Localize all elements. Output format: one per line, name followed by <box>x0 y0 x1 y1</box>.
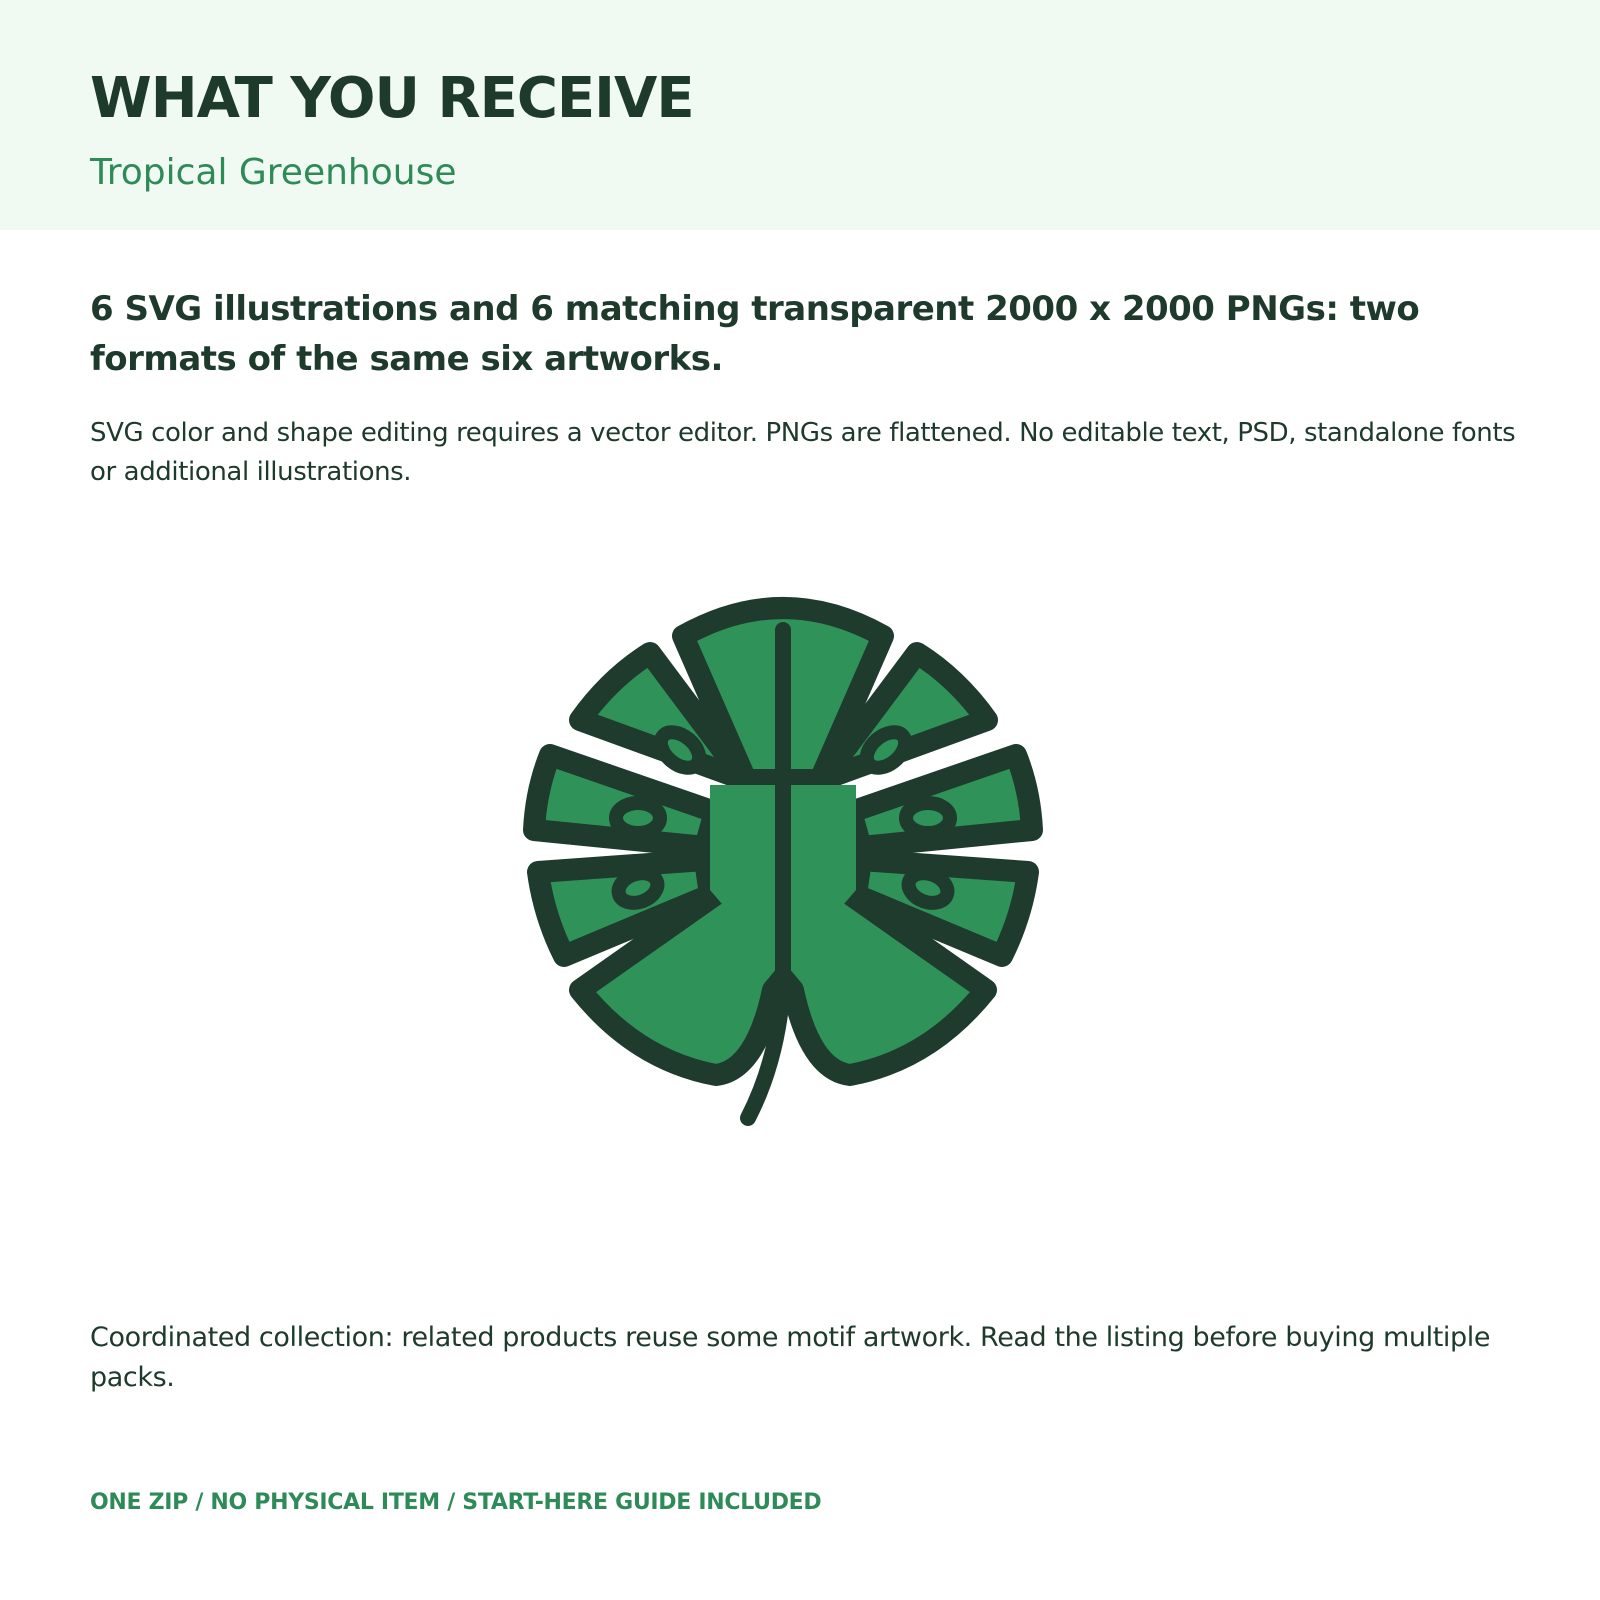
collection-subtitle: Tropical Greenhouse <box>90 152 457 193</box>
header-band <box>0 0 1600 230</box>
artwork-preview <box>520 590 1080 1150</box>
page-title: WHAT YOU RECEIVE <box>90 66 694 131</box>
format-note: SVG color and shape editing requires a vector editor. PNGs are flattened. No editable text, PSD, standalone fonts or additional illustrations. <box>90 418 1516 487</box>
contents-headline: 6 SVG illustrations and 6 matching transparent 2000 x 2000 PNGs: two formats of the same six artworks. <box>90 289 1420 379</box>
delivery-footer: ONE ZIP / NO PHYSICAL ITEM / START-HERE GUIDE INCLUDED <box>90 1490 822 1515</box>
collection-note: Coordinated collection: related products reuse some motif artwork. Read the listing before buying multiple packs. <box>90 1322 1491 1393</box>
monstera-leaf-icon <box>520 590 1080 1150</box>
